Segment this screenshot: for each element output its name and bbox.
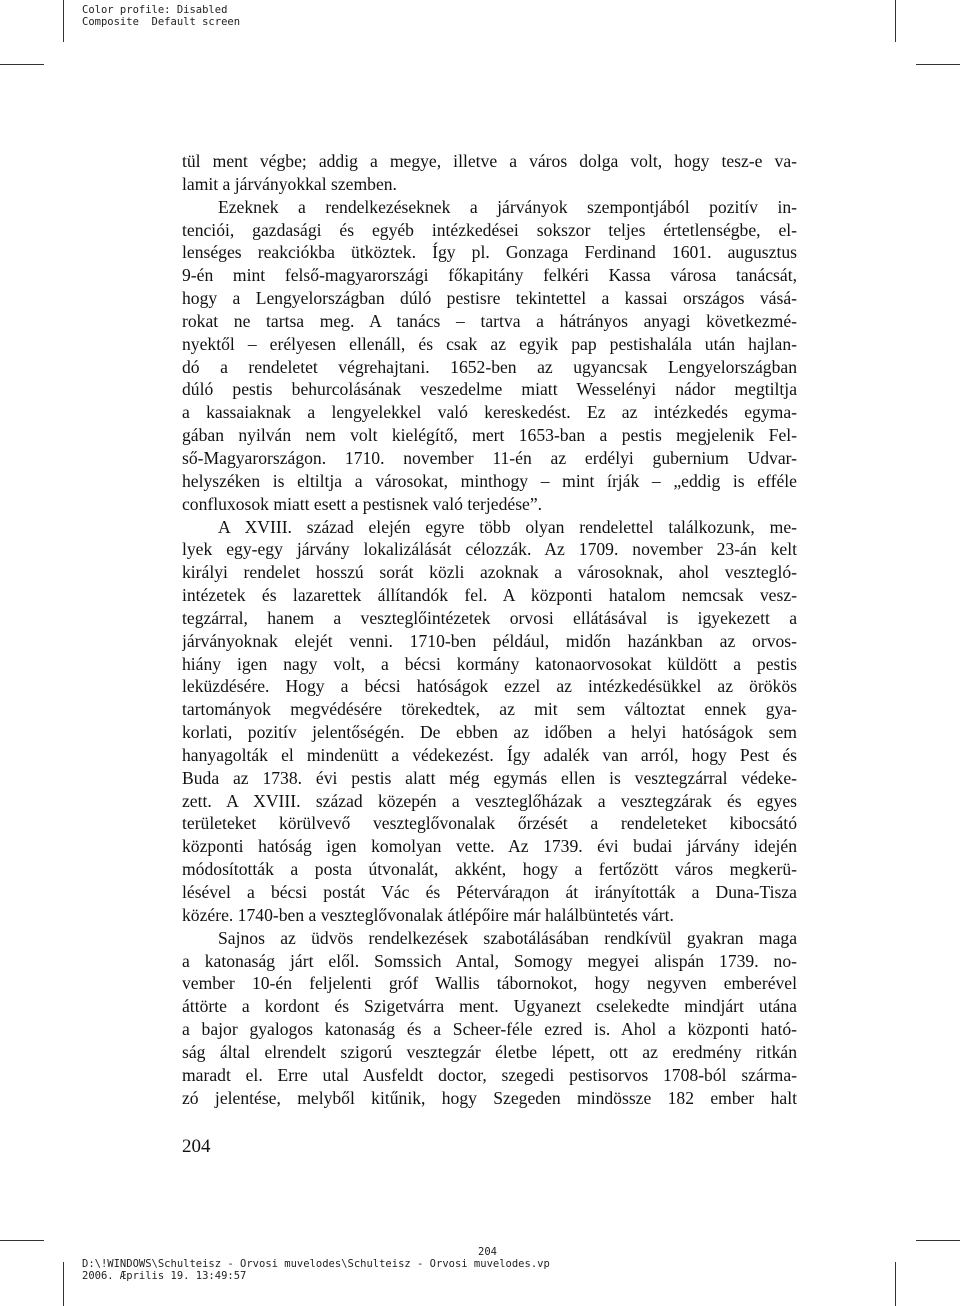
text-line: hogy a Lengyelországban dúló pestisre tekintettel a kassai országos vásá-: [182, 288, 797, 309]
header-line-1: Color profile: Disabled: [82, 4, 228, 16]
text-line: intézetek és lazarettek állítandók fel. A központi hatalom nemcsak vesz-: [182, 585, 797, 606]
text-line: módosították a posta útvonalát, akként, hogy a fertőzött város megkerü-: [182, 859, 797, 880]
text-line: a kassaiaknak a lengyelekkel való kereskedést. Ez az intézkedés egyma-: [182, 402, 797, 423]
crop-mark-top-right-v: [895, 0, 896, 42]
text-line: ső-Magyarországon. 1710. november 11-én az erdélyi gubernium Udvar-: [182, 447, 797, 468]
text-line: A XVIII. század elején egyre több olyan rendelettel találkozunk, me-: [218, 516, 797, 537]
body-text: [182, 150, 797, 1109]
text-line: tül ment végbe; addig a megye, illetve a város dolga volt, hogy tesz-e va-: [182, 151, 797, 171]
print-header: [82, 4, 240, 28]
text-line: confluxosok miatt esett a pestisnek való terjedése”.: [182, 493, 543, 514]
text-line: zó jelentése, melyből kitűnik, hogy Szegeden mindössze 182 ember halt: [182, 1087, 797, 1108]
text-line: gában nyilván nem volt kielégítő, mert 1653-ban a pestis megjelenik Fel-: [182, 425, 797, 446]
text-line: zett. A XVIII. század közepén a veszteglőházak a vesztegzárak és egyes: [182, 790, 797, 811]
text-line: területeket körülvevő veszteglővonalak őrzését a rendeleteket kibocsátó: [182, 813, 797, 834]
text-line: Sajnos az üdvös rendelkezések szabotálásában rendkívül gyakran maga: [218, 927, 797, 948]
text-line: helyszéken is eltiltja a városokat, minthogy – mint írják – „eddig is efféle: [182, 470, 797, 491]
crop-mark-top-left-v: [63, 0, 64, 42]
text-line: rokat ne tartsa meg. A tanács – tartva a hátrányos anyagi következmé-: [182, 310, 797, 331]
text-line: nyektől – erélyesen ellenáll, és csak az egyik pap pestishalála után hajlan-: [182, 333, 797, 354]
text-line: áttörte a kordont és Szigetvárra ment. Ugyanezt cselekedte mindjárt utána: [182, 996, 797, 1017]
crop-mark-bottom-right-h: [916, 1240, 960, 1241]
text-line: a bajor gyalogos katonaság és a Scheer-féle ezred is. Ahol a központi ható-: [182, 1019, 797, 1040]
footer-timestamp: 2006. Æprilis 19. 13:49:57: [82, 1270, 247, 1282]
text-line: lenséges reakciókba ütköztek. Így pl. Gonzaga Ferdinand 1601. augusztus: [182, 242, 797, 263]
text-line: 9-én mint felső-magyarországi főkapitány felkéri Kassa városa tanácsát,: [182, 265, 797, 286]
page-number: 204: [182, 1136, 211, 1157]
text-line: a katonaság járt elől. Somssich Antal, Somogy megyei alispán 1739. no-: [182, 950, 797, 971]
text-line: Ezeknek a rendelkezéseknek a járványok szempontjából pozitív in-: [218, 196, 797, 217]
text-line: tartományok megvédésére törekedtek, az mit sem változtat ennek gya-: [182, 699, 797, 720]
crop-mark-top-right-h: [916, 64, 960, 65]
text-line: Buda az 1738. évi pestis alatt még egymás ellen is vesztegzárral védeke-: [182, 767, 797, 788]
text-line: lésével a bécsi postát Vác és Pétervárадon át irányították a Duna-Tisza: [182, 882, 797, 902]
text-line: dúló pestis behurcolásának veszedelme miatt Wesselényi nádor megtiltja: [182, 379, 797, 400]
text-line: hiány igen nagy volt, a bécsi kormány katonaorvosokat küldött a pestis: [182, 653, 797, 674]
text-line: tegzárral, hanem a veszteglőintézetek orvosi ellátásával is igyekezett a: [182, 607, 797, 628]
text-line: maradt el. Erre utal Ausfeldt doctor, szegedi pestisorvos 1708-ból szárma-: [182, 1064, 797, 1085]
text-line: korlati, pozitív jelentőségén. De ebben az időben a helyi hatóságok sem: [182, 722, 797, 743]
text-line: lyek egy-egy járvány lokalizálását célozzák. Az 1709. november 23-án kelt: [182, 539, 797, 560]
text-line: dó a rendeletet végrehajtani. 1652-ben az ugyancsak Lengyelországban: [182, 356, 797, 377]
crop-mark-bottom-left-v: [63, 1262, 64, 1306]
text-line: járványoknak elejét venni. 1710-ben például, midőn hazánkban az orvos-: [182, 630, 797, 651]
text-line: hanyagolták el mindenütt a védekezést. Így adalék van arról, hogy Pest és: [182, 744, 797, 765]
text-line: leküzdésére. Hogy a bécsi hatóságok ezzel az intézkedésükkel az örökös: [182, 676, 797, 697]
text-line: tenciói, gazdasági és egyéb intézkedései sokszor teljes értetlenségbe, el-: [182, 219, 797, 240]
header-line-2: Composite Default screen: [82, 16, 241, 28]
text-line: közére. 1740-ben a veszteglővonalak átlépőire már halálbüntetés várt.: [182, 904, 674, 925]
text-line: ság által elrendelt szigorú vesztegzár életbe lépett, ott az eredmény ritkán: [182, 1041, 797, 1062]
footer-file-path: D:\!WINDOWS\Schulteisz - Orvosi muvelodes\Schulteisz - Orvosi muvelodes.vp: [82, 1258, 550, 1270]
print-footer: [82, 1258, 550, 1282]
text-line: vember 10-én feljelenti gróf Wallis tábornokot, hogy negyven emberével: [182, 973, 797, 994]
text-line: központi hatóság igen komolyan vette. Az 1739. évi budai járvány idején: [182, 836, 797, 857]
text-line: királyi rendelet hosszú sorát közli azoknak a városoknak, ahol vesztegló-: [182, 562, 797, 583]
crop-mark-bottom-right-v: [895, 1262, 896, 1306]
footer-page-number: 204: [478, 1246, 497, 1258]
crop-mark-bottom-left-h: [0, 1240, 44, 1241]
text-line: lamit a járványokkal szemben.: [182, 173, 397, 194]
crop-mark-top-left-h: [0, 64, 44, 65]
